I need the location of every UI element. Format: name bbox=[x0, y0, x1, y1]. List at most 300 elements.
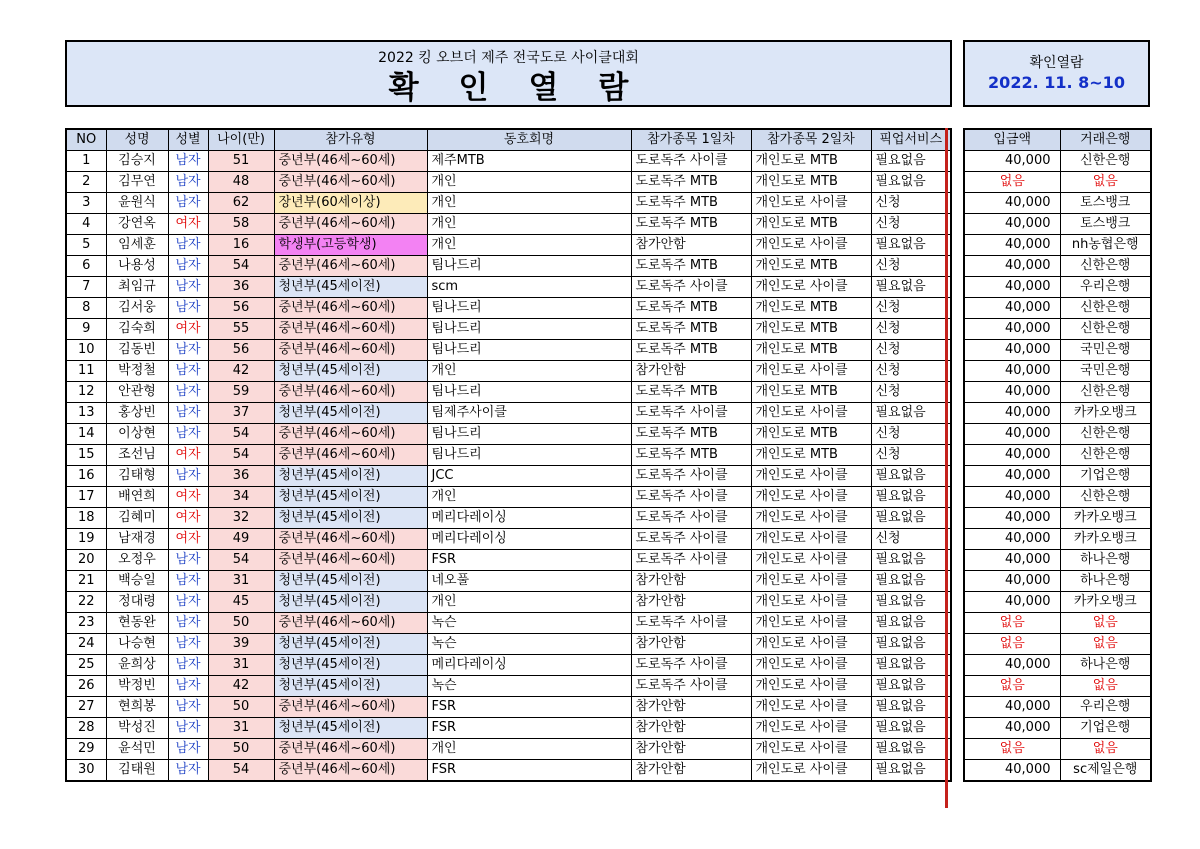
row-number: 5 bbox=[66, 235, 106, 256]
gender-cell: 남자 bbox=[168, 172, 208, 193]
bank-cell: 국민은행 bbox=[1060, 340, 1151, 361]
age-cell: 54 bbox=[208, 445, 274, 466]
participant-name: 나승현 bbox=[106, 634, 168, 655]
event1-cell: 도로독주 MTB bbox=[631, 193, 751, 214]
pickup-cell: 신청 bbox=[871, 424, 951, 445]
table-row bbox=[66, 382, 951, 403]
table-row bbox=[964, 298, 1151, 319]
col-header-age: 나이(만) bbox=[208, 129, 274, 151]
category-cell: 중년부(46세~60세) bbox=[274, 424, 427, 445]
event-subtitle: 2022 킹 오브더 제주 전국도로 사이클대회 bbox=[378, 50, 639, 66]
table-row bbox=[66, 571, 951, 592]
table-row bbox=[66, 655, 951, 676]
club-cell: 개인 bbox=[427, 214, 631, 235]
event1-cell: 도로독주 사이클 bbox=[631, 676, 751, 697]
pickup-cell: 신청 bbox=[871, 214, 951, 235]
participant-name: 김무연 bbox=[106, 172, 168, 193]
table-row bbox=[964, 277, 1151, 298]
category-cell: 청년부(45세이전) bbox=[274, 634, 427, 655]
row-number: 13 bbox=[66, 403, 106, 424]
event2-cell: 개인도로 MTB bbox=[751, 298, 871, 319]
participant-name: 박정빈 bbox=[106, 676, 168, 697]
date-box-label: 확인열람 bbox=[1029, 55, 1084, 71]
gender-cell: 남자 bbox=[168, 697, 208, 718]
row-number: 23 bbox=[66, 613, 106, 634]
event2-cell: 개인도로 사이클 bbox=[751, 676, 871, 697]
deposit-cell: 40,000 bbox=[964, 382, 1060, 403]
deposit-cell: 40,000 bbox=[964, 655, 1060, 676]
gender-cell: 남자 bbox=[168, 613, 208, 634]
deposit-cell: 40,000 bbox=[964, 151, 1060, 172]
gender-cell: 남자 bbox=[168, 760, 208, 782]
table-row bbox=[66, 508, 951, 529]
club-cell: 개인 bbox=[427, 361, 631, 382]
club-cell: 개인 bbox=[427, 487, 631, 508]
club-cell: 녹슨 bbox=[427, 634, 631, 655]
age-cell: 56 bbox=[208, 340, 274, 361]
age-cell: 42 bbox=[208, 676, 274, 697]
pickup-cell: 신청 bbox=[871, 340, 951, 361]
table-row bbox=[66, 361, 951, 382]
club-cell: 팀나드리 bbox=[427, 382, 631, 403]
event1-cell: 도로독주 사이클 bbox=[631, 277, 751, 298]
category-cell: 청년부(45세이전) bbox=[274, 571, 427, 592]
event2-cell: 개인도로 사이클 bbox=[751, 193, 871, 214]
club-cell: 개인 bbox=[427, 193, 631, 214]
category-cell: 청년부(45세이전) bbox=[274, 592, 427, 613]
age-cell: 50 bbox=[208, 697, 274, 718]
participant-name: 윤희상 bbox=[106, 655, 168, 676]
participant-name: 오정우 bbox=[106, 550, 168, 571]
category-cell: 중년부(46세~60세) bbox=[274, 319, 427, 340]
event1-cell: 도로독주 사이클 bbox=[631, 508, 751, 529]
event1-cell: 도로독주 MTB bbox=[631, 424, 751, 445]
table-row bbox=[964, 466, 1151, 487]
table-row bbox=[964, 529, 1151, 550]
category-cell: 중년부(46세~60세) bbox=[274, 697, 427, 718]
deposit-cell: 40,000 bbox=[964, 298, 1060, 319]
age-cell: 51 bbox=[208, 151, 274, 172]
event1-cell: 참가안함 bbox=[631, 235, 751, 256]
gender-cell: 남자 bbox=[168, 676, 208, 697]
event2-cell: 개인도로 MTB bbox=[751, 319, 871, 340]
table-row bbox=[66, 214, 951, 235]
club-cell: FSR bbox=[427, 760, 631, 782]
event2-cell: 개인도로 사이클 bbox=[751, 592, 871, 613]
table-row bbox=[964, 151, 1151, 172]
participant-name: 김숙희 bbox=[106, 319, 168, 340]
bank-cell: 없음 bbox=[1060, 634, 1151, 655]
pickup-cell: 필요없음 bbox=[871, 634, 951, 655]
deposit-cell: 40,000 bbox=[964, 277, 1060, 298]
gender-cell: 남자 bbox=[168, 718, 208, 739]
table-row bbox=[964, 739, 1151, 760]
table-row bbox=[964, 172, 1151, 193]
participant-name: 박정철 bbox=[106, 361, 168, 382]
deposit-cell: 40,000 bbox=[964, 697, 1060, 718]
table-row bbox=[964, 445, 1151, 466]
row-number: 17 bbox=[66, 487, 106, 508]
event1-cell: 참가안함 bbox=[631, 718, 751, 739]
age-cell: 36 bbox=[208, 277, 274, 298]
row-number: 19 bbox=[66, 529, 106, 550]
category-cell: 중년부(46세~60세) bbox=[274, 445, 427, 466]
bank-cell: 카카오뱅크 bbox=[1060, 529, 1151, 550]
club-cell: 팀제주사이클 bbox=[427, 403, 631, 424]
bank-cell: 신한은행 bbox=[1060, 298, 1151, 319]
table-row bbox=[964, 193, 1151, 214]
deposit-cell: 40,000 bbox=[964, 508, 1060, 529]
gender-cell: 남자 bbox=[168, 277, 208, 298]
category-cell: 청년부(45세이전) bbox=[274, 277, 427, 298]
table-row bbox=[66, 676, 951, 697]
club-cell: 개인 bbox=[427, 235, 631, 256]
category-cell: 청년부(45세이전) bbox=[274, 718, 427, 739]
gender-cell: 여자 bbox=[168, 445, 208, 466]
club-cell: 메리다레이싱 bbox=[427, 529, 631, 550]
row-number: 16 bbox=[66, 466, 106, 487]
age-cell: 39 bbox=[208, 634, 274, 655]
category-cell: 중년부(46세~60세) bbox=[274, 613, 427, 634]
row-number: 2 bbox=[66, 172, 106, 193]
table-row bbox=[66, 466, 951, 487]
category-cell: 청년부(45세이전) bbox=[274, 466, 427, 487]
event2-cell: 개인도로 사이클 bbox=[751, 550, 871, 571]
bank-cell: 국민은행 bbox=[1060, 361, 1151, 382]
bank-cell: 신한은행 bbox=[1060, 256, 1151, 277]
gender-cell: 남자 bbox=[168, 340, 208, 361]
row-number: 22 bbox=[66, 592, 106, 613]
category-cell: 청년부(45세이전) bbox=[274, 508, 427, 529]
row-number: 27 bbox=[66, 697, 106, 718]
gender-cell: 남자 bbox=[168, 424, 208, 445]
deposit-cell: 없음 bbox=[964, 634, 1060, 655]
pickup-cell: 필요없음 bbox=[871, 676, 951, 697]
event1-cell: 도로독주 MTB bbox=[631, 445, 751, 466]
gender-cell: 남자 bbox=[168, 550, 208, 571]
event1-cell: 도로독주 MTB bbox=[631, 256, 751, 277]
bank-cell: 신한은행 bbox=[1060, 151, 1151, 172]
participant-name: 안관형 bbox=[106, 382, 168, 403]
deposit-cell: 없음 bbox=[964, 613, 1060, 634]
event2-cell: 개인도로 사이클 bbox=[751, 697, 871, 718]
table-row bbox=[964, 718, 1151, 739]
participant-name: 조선님 bbox=[106, 445, 168, 466]
table-row bbox=[964, 424, 1151, 445]
category-cell: 장년부(60세이상) bbox=[274, 193, 427, 214]
event2-cell: 개인도로 사이클 bbox=[751, 235, 871, 256]
row-number: 1 bbox=[66, 151, 106, 172]
category-cell: 청년부(45세이전) bbox=[274, 487, 427, 508]
pickup-cell: 필요없음 bbox=[871, 655, 951, 676]
participant-name: 윤원식 bbox=[106, 193, 168, 214]
table-row bbox=[964, 319, 1151, 340]
age-cell: 49 bbox=[208, 529, 274, 550]
date-range: 2022. 11. 8~10 bbox=[988, 73, 1125, 92]
gender-cell: 여자 bbox=[168, 529, 208, 550]
club-cell: FSR bbox=[427, 550, 631, 571]
event2-cell: 개인도로 사이클 bbox=[751, 508, 871, 529]
table-row bbox=[66, 718, 951, 739]
age-cell: 31 bbox=[208, 571, 274, 592]
age-cell: 54 bbox=[208, 550, 274, 571]
category-cell: 청년부(45세이전) bbox=[274, 403, 427, 424]
bank-cell: 카카오뱅크 bbox=[1060, 592, 1151, 613]
bank-cell: 신한은행 bbox=[1060, 424, 1151, 445]
col-header-event1: 참가종목 1일차 bbox=[631, 129, 751, 151]
gender-cell: 남자 bbox=[168, 382, 208, 403]
bank-cell: 기업은행 bbox=[1060, 718, 1151, 739]
category-cell: 청년부(45세이전) bbox=[274, 655, 427, 676]
pickup-cell: 신청 bbox=[871, 193, 951, 214]
pickup-cell: 필요없음 bbox=[871, 571, 951, 592]
event2-cell: 개인도로 사이클 bbox=[751, 739, 871, 760]
age-cell: 37 bbox=[208, 403, 274, 424]
bank-cell: 없음 bbox=[1060, 172, 1151, 193]
bank-cell: 우리은행 bbox=[1060, 277, 1151, 298]
age-cell: 48 bbox=[208, 172, 274, 193]
event1-cell: 참가안함 bbox=[631, 592, 751, 613]
column-divider bbox=[945, 128, 948, 808]
pickup-cell: 필요없음 bbox=[871, 466, 951, 487]
participant-name: 홍상빈 bbox=[106, 403, 168, 424]
event2-cell: 개인도로 사이클 bbox=[751, 634, 871, 655]
table-row bbox=[964, 634, 1151, 655]
deposit-cell: 없음 bbox=[964, 172, 1060, 193]
row-number: 3 bbox=[66, 193, 106, 214]
pickup-cell: 필요없음 bbox=[871, 151, 951, 172]
col-header-category: 참가유형 bbox=[274, 129, 427, 151]
gender-cell: 남자 bbox=[168, 193, 208, 214]
pickup-cell: 필요없음 bbox=[871, 487, 951, 508]
bank-cell: nh농협은행 bbox=[1060, 235, 1151, 256]
gender-cell: 남자 bbox=[168, 403, 208, 424]
participant-name: 백승일 bbox=[106, 571, 168, 592]
category-cell: 중년부(46세~60세) bbox=[274, 760, 427, 782]
participant-name: 김태원 bbox=[106, 760, 168, 782]
deposit-cell: 40,000 bbox=[964, 466, 1060, 487]
deposit-cell: 없음 bbox=[964, 739, 1060, 760]
event2-cell: 개인도로 사이클 bbox=[751, 655, 871, 676]
bank-cell: 신한은행 bbox=[1060, 445, 1151, 466]
event1-cell: 도로독주 사이클 bbox=[631, 550, 751, 571]
gender-cell: 남자 bbox=[168, 151, 208, 172]
table-row bbox=[964, 592, 1151, 613]
event2-cell: 개인도로 사이클 bbox=[751, 277, 871, 298]
row-number: 24 bbox=[66, 634, 106, 655]
category-cell: 중년부(46세~60세) bbox=[274, 172, 427, 193]
gender-cell: 남자 bbox=[168, 298, 208, 319]
deposit-cell: 40,000 bbox=[964, 235, 1060, 256]
club-cell: 메리다레이싱 bbox=[427, 655, 631, 676]
pickup-cell: 필요없음 bbox=[871, 760, 951, 782]
gender-cell: 남자 bbox=[168, 634, 208, 655]
event2-cell: 개인도로 사이클 bbox=[751, 718, 871, 739]
participant-name: 김승지 bbox=[106, 151, 168, 172]
table-row bbox=[964, 361, 1151, 382]
row-number: 20 bbox=[66, 550, 106, 571]
age-cell: 55 bbox=[208, 319, 274, 340]
event2-cell: 개인도로 사이클 bbox=[751, 613, 871, 634]
event1-cell: 참가안함 bbox=[631, 697, 751, 718]
age-cell: 54 bbox=[208, 424, 274, 445]
pickup-cell: 신청 bbox=[871, 445, 951, 466]
table-row bbox=[66, 172, 951, 193]
event1-cell: 참가안함 bbox=[631, 571, 751, 592]
gender-cell: 남자 bbox=[168, 256, 208, 277]
event1-cell: 도로독주 사이클 bbox=[631, 151, 751, 172]
age-cell: 50 bbox=[208, 613, 274, 634]
table-row bbox=[66, 298, 951, 319]
gender-cell: 여자 bbox=[168, 319, 208, 340]
pickup-cell: 신청 bbox=[871, 382, 951, 403]
bank-cell: 없음 bbox=[1060, 613, 1151, 634]
table-row bbox=[66, 739, 951, 760]
club-cell: 제주MTB bbox=[427, 151, 631, 172]
category-cell: 중년부(46세~60세) bbox=[274, 298, 427, 319]
age-cell: 59 bbox=[208, 382, 274, 403]
bank-cell: 카카오뱅크 bbox=[1060, 508, 1151, 529]
deposit-cell: 40,000 bbox=[964, 550, 1060, 571]
deposit-cell: 40,000 bbox=[964, 487, 1060, 508]
event2-cell: 개인도로 MTB bbox=[751, 340, 871, 361]
participant-name: 현희봉 bbox=[106, 697, 168, 718]
event2-cell: 개인도로 사이클 bbox=[751, 760, 871, 782]
gender-cell: 남자 bbox=[168, 655, 208, 676]
table-row bbox=[66, 340, 951, 361]
age-cell: 58 bbox=[208, 214, 274, 235]
participant-name: 배연희 bbox=[106, 487, 168, 508]
event1-cell: 참가안함 bbox=[631, 739, 751, 760]
deposit-cell: 40,000 bbox=[964, 760, 1060, 782]
gender-cell: 여자 bbox=[168, 214, 208, 235]
col-header-gender: 성별 bbox=[168, 129, 208, 151]
table-row bbox=[964, 487, 1151, 508]
pickup-cell: 신청 bbox=[871, 256, 951, 277]
payment-table bbox=[963, 128, 1152, 782]
table-row bbox=[964, 256, 1151, 277]
category-cell: 청년부(45세이전) bbox=[274, 676, 427, 697]
event1-cell: 참가안함 bbox=[631, 361, 751, 382]
table-row bbox=[66, 235, 951, 256]
gender-cell: 남자 bbox=[168, 739, 208, 760]
participant-name: 강연옥 bbox=[106, 214, 168, 235]
age-cell: 34 bbox=[208, 487, 274, 508]
table-row bbox=[66, 760, 951, 782]
col-header-pickup: 픽업서비스 bbox=[871, 129, 951, 151]
age-cell: 62 bbox=[208, 193, 274, 214]
table-row bbox=[66, 193, 951, 214]
club-cell: scm bbox=[427, 277, 631, 298]
age-cell: 54 bbox=[208, 256, 274, 277]
bank-cell: 기업은행 bbox=[1060, 466, 1151, 487]
table-row bbox=[964, 214, 1151, 235]
table-row bbox=[66, 634, 951, 655]
event2-cell: 개인도로 사이클 bbox=[751, 571, 871, 592]
bank-cell: sc제일은행 bbox=[1060, 760, 1151, 782]
deposit-cell: 40,000 bbox=[964, 571, 1060, 592]
age-cell: 50 bbox=[208, 739, 274, 760]
table-row bbox=[964, 613, 1151, 634]
gender-cell: 남자 bbox=[168, 466, 208, 487]
row-number: 12 bbox=[66, 382, 106, 403]
deposit-cell: 없음 bbox=[964, 676, 1060, 697]
col-header-name: 성명 bbox=[106, 129, 168, 151]
table-row bbox=[66, 319, 951, 340]
row-number: 29 bbox=[66, 739, 106, 760]
deposit-cell: 40,000 bbox=[964, 592, 1060, 613]
club-cell: 개인 bbox=[427, 592, 631, 613]
deposit-cell: 40,000 bbox=[964, 361, 1060, 382]
gender-cell: 여자 bbox=[168, 487, 208, 508]
participant-name: 나용성 bbox=[106, 256, 168, 277]
table-row bbox=[66, 445, 951, 466]
category-cell: 중년부(46세~60세) bbox=[274, 256, 427, 277]
club-cell: 팀나드리 bbox=[427, 424, 631, 445]
bank-cell: 하나은행 bbox=[1060, 655, 1151, 676]
bank-cell: 토스뱅크 bbox=[1060, 193, 1151, 214]
row-number: 4 bbox=[66, 214, 106, 235]
bank-cell: 신한은행 bbox=[1060, 487, 1151, 508]
col-header-club: 동호회명 bbox=[427, 129, 631, 151]
event1-cell: 도로독주 MTB bbox=[631, 382, 751, 403]
age-cell: 31 bbox=[208, 718, 274, 739]
deposit-cell: 40,000 bbox=[964, 214, 1060, 235]
participant-name: 김태형 bbox=[106, 466, 168, 487]
event1-cell: 도로독주 MTB bbox=[631, 172, 751, 193]
club-cell: 팀나드리 bbox=[427, 319, 631, 340]
table-row bbox=[66, 487, 951, 508]
pickup-cell: 필요없음 bbox=[871, 550, 951, 571]
category-cell: 중년부(46세~60세) bbox=[274, 382, 427, 403]
row-number: 15 bbox=[66, 445, 106, 466]
pickup-cell: 필요없음 bbox=[871, 172, 951, 193]
event1-cell: 도로독주 MTB bbox=[631, 340, 751, 361]
deposit-cell: 40,000 bbox=[964, 340, 1060, 361]
event2-cell: 개인도로 사이클 bbox=[751, 466, 871, 487]
table-row bbox=[964, 697, 1151, 718]
event1-cell: 참가안함 bbox=[631, 634, 751, 655]
pickup-cell: 필요없음 bbox=[871, 277, 951, 298]
row-number: 25 bbox=[66, 655, 106, 676]
event1-cell: 도로독주 사이클 bbox=[631, 613, 751, 634]
event2-cell: 개인도로 MTB bbox=[751, 151, 871, 172]
title-box bbox=[65, 40, 952, 107]
row-number: 30 bbox=[66, 760, 106, 782]
row-number: 26 bbox=[66, 676, 106, 697]
event1-cell: 도로독주 사이클 bbox=[631, 403, 751, 424]
bank-cell: 토스뱅크 bbox=[1060, 214, 1151, 235]
participant-name: 박성진 bbox=[106, 718, 168, 739]
table-row bbox=[66, 613, 951, 634]
pickup-cell: 필요없음 bbox=[871, 697, 951, 718]
event2-cell: 개인도로 MTB bbox=[751, 214, 871, 235]
table-row bbox=[964, 571, 1151, 592]
table-row bbox=[66, 256, 951, 277]
table-row bbox=[66, 151, 951, 172]
deposit-cell: 40,000 bbox=[964, 403, 1060, 424]
pickup-cell: 신청 bbox=[871, 298, 951, 319]
participant-name: 남재경 bbox=[106, 529, 168, 550]
age-cell: 45 bbox=[208, 592, 274, 613]
deposit-cell: 40,000 bbox=[964, 193, 1060, 214]
gender-cell: 남자 bbox=[168, 361, 208, 382]
club-cell: 개인 bbox=[427, 739, 631, 760]
bank-cell: 우리은행 bbox=[1060, 697, 1151, 718]
age-cell: 42 bbox=[208, 361, 274, 382]
pickup-cell: 필요없음 bbox=[871, 508, 951, 529]
club-cell: JCC bbox=[427, 466, 631, 487]
